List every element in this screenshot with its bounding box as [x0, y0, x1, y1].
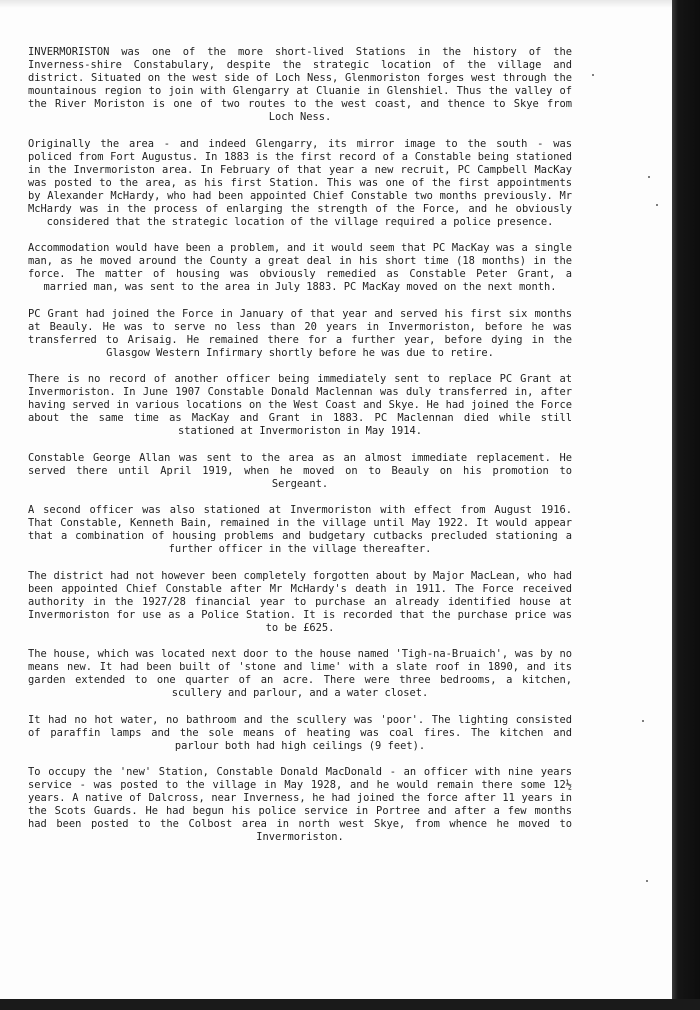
paragraph: The house, which was located next door to the house named 'Tigh-na-Bruaich', was by no means new. It had been built of 'stone and lime' with a slate roof in 1890, and its garden extended to one quarter of an acre. There were three bedrooms, a kitchen, scullery and parlour, and a water closet. [28, 648, 572, 699]
paragraph: The district had not however been completely forgotten about by Major MacLean, who had been appointed Chief Constable after Mr McHardy's death in 1911. The Force received authority in the 1927/28 financial year to purchase an already identified house at Invermoriston for use as a Police Station. It is recorded that the purchase price was to be £625. [28, 569, 572, 634]
scanner-edge-bottom [0, 999, 700, 1010]
paragraph: It had no hot water, no bathroom and the scullery was 'poor'. The lighting consisted of paraffin lamps and the sole means of heating was coal fires. The kitchen and parlour both had high ceilings (9 feet). [28, 713, 572, 752]
scan-speck [646, 880, 648, 882]
paragraph: Constable George Allan was sent to the area as an almost immediate replacement. He served there until April 1919, when he moved on to Beauly on his promotion to Sergeant. [28, 451, 572, 490]
paragraph: A second officer was also stationed at Invermoriston with effect from August 1916. That Constable, Kenneth Bain, remained in the village until May 1922. It would appear that a combination of housing problems and budgetary cutbacks precluded stationing a further officer in the village thereafter. [28, 504, 572, 555]
scan-speck [656, 204, 658, 206]
scan-speck [592, 74, 594, 76]
scanner-edge-right [672, 0, 700, 1010]
paragraph: Originally the area - and indeed Glengarry, its mirror image to the south - was policed from Fort Augustus. In 1883 is the first record of a Constable being stationed in the Invermoriston area. In February of that year a new recruit, PC Campbell MacKay was posted to the area, as his first Station. This was one of the first appointments by Alexander McHardy, who had been appointed Chief Constable two months previously. Mr McHardy was in the process of enlarging the strength of the Force, and he obviously considered that the strategic location of the village required a police presence. [28, 137, 572, 228]
scan-speck [642, 720, 644, 722]
document-body [28, 46, 572, 858]
top-scan-shade [0, 0, 672, 8]
scan-speck [648, 176, 650, 178]
paragraph: There is no record of another officer being immediately sent to replace PC Grant at Invermoriston. In June 1907 Constable Donald Maclennan was duly transferred in, after having served in various locations on the West Coast and Skye. He had joined the Force about the same time as MacKay and Grant in 1883. PC Maclennan died while still stationed at Invermoriston in May 1914. [28, 373, 572, 437]
paragraph: Accommodation would have been a problem, and it would seem that PC MacKay was a single man, as he moved around the County a great deal in his short time (18 months) in the force. The matter of housing was obviously remedied as Constable Peter Grant, a married man, was sent to the area in July 1883. PC MacKay moved on the next month. [28, 242, 572, 293]
paragraph: INVERMORISTON was one of the more short-lived Stations in the history of the Inverness-shire Constabulary, despite the strategic location of the village and district. Situated on the west side of Loch Ness, Glenmoriston forges west through the mountainous region to join with Glengarry at Cluanie in Glenshiel. Thus the valley of the River Moriston is one of two routes to the west coast, and thence to Skye from Loch Ness. [28, 46, 572, 123]
paragraph: PC Grant had joined the Force in January of that year and served his first six months at Beauly. He was to serve no less than 20 years in Invermoriston, before he was transferred to Arisaig. He remained there for a further year, before dying in the Glasgow Western Infirmary shortly before he was due to retire. [28, 307, 572, 359]
paragraph: To occupy the 'new' Station, Constable Donald MacDonald - an officer with nine years service - was posted to the village in May 1928, and he would remain there some 12½ years. A native of Dalcross, near Inverness, he had joined the force after 11 years in the Scots Guards. He had begun his police service in Portree and after a few months had been posted to the Colbost area in north west Skye, from whence he moved to Invermoriston. [28, 766, 572, 843]
